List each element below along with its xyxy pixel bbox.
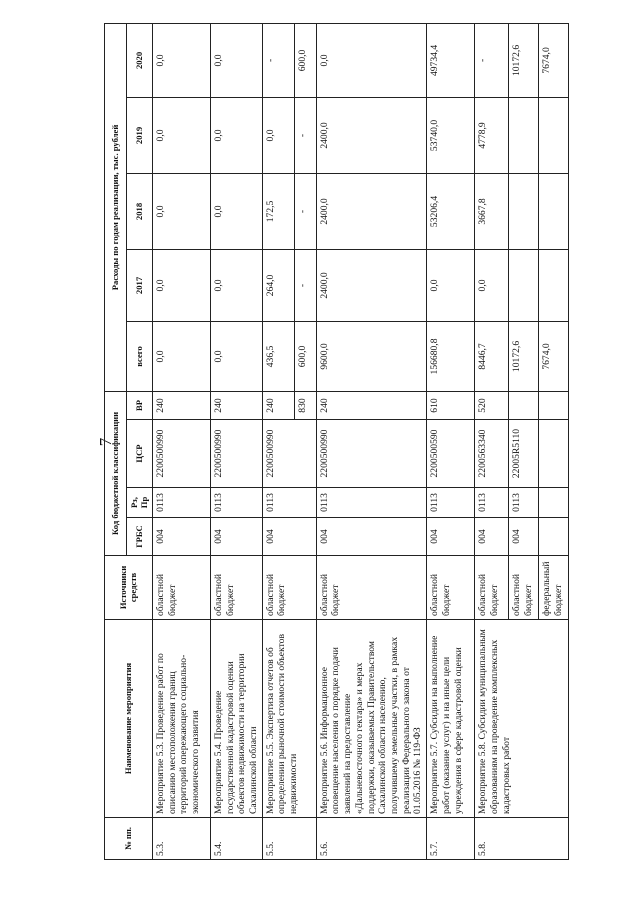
table-row	[427, 23, 475, 859]
row-vr	[509, 391, 539, 419]
row-grbs: 004	[427, 518, 475, 556]
header-expenses: Расходы по годам реализации, тыс. рублей	[105, 23, 127, 391]
row-csr	[539, 420, 569, 488]
header-2019: 2019	[127, 97, 153, 173]
row-name: Мероприятие 5.5. Экспертиза отчетов об определении рыночной стоимости объектов недвижимости	[262, 620, 316, 818]
row-2020: 10172,6	[509, 23, 539, 97]
row-2020: 0,0	[152, 23, 210, 97]
row-rzpr: 0113	[427, 488, 475, 518]
row-name: Мероприятие 5.4. Проведение государственной кадастровой оценки объектов недвижимости на территории Сахалинской области	[210, 620, 262, 818]
table-row	[152, 23, 210, 859]
row-rzpr: 0113	[509, 488, 539, 518]
row-grbs	[539, 518, 569, 556]
header-rzpr: Рз, Пр	[127, 488, 153, 518]
budget-table-sheet	[104, 24, 564, 860]
table-row	[262, 23, 294, 859]
header-name: Наименование мероприятия	[105, 620, 153, 818]
row-total: 600,0	[294, 321, 316, 391]
row-grbs: 004	[475, 518, 509, 556]
row-name: Мероприятие 5.6. Информационное оповещение населения о порядке подачи заявлений на предоставление «Дальневосточного гектара» и мерах поддержки, оказываемых Правительством Сахалинской области населению, получившему земельные участки, в рамках реализации Федерального закона от 01.05.2016 № 119-ФЗ	[316, 620, 426, 818]
row-2020: 0,0	[316, 23, 426, 97]
row-source: областной бюджет	[316, 556, 426, 620]
header-total: всего	[127, 321, 153, 391]
row-grbs: 004	[509, 518, 539, 556]
row-total: 9600,0	[316, 321, 426, 391]
row-2019	[509, 97, 539, 173]
row-num: 5.8.	[475, 818, 569, 860]
row-vr: 520	[475, 391, 509, 419]
row-2018: 2400,0	[316, 173, 426, 249]
row-2017: -	[294, 249, 316, 321]
row-2017: 0,0	[152, 249, 210, 321]
row-num: 5.7.	[427, 818, 475, 860]
row-num: 5.6.	[316, 818, 426, 860]
row-2020: -	[475, 23, 509, 97]
row-source: областной бюджет	[475, 556, 509, 620]
row-name: Мероприятие 5.3. Проведение работ по описанию местоположения границ территорий опережающего социально-экономического развития	[152, 620, 210, 818]
row-csr: 2200500990	[262, 420, 316, 488]
row-2020: 7674,0	[539, 23, 569, 97]
budget-table	[104, 23, 569, 860]
row-2017: 264,0	[262, 249, 294, 321]
table-row	[316, 23, 426, 859]
row-2018	[509, 173, 539, 249]
row-2017: 0,0	[210, 249, 262, 321]
row-2018: 0,0	[210, 173, 262, 249]
row-2020: 600,0	[294, 23, 316, 97]
header-grbs: ГРБС	[127, 518, 153, 556]
header-budget-code: Код бюджетной классификации	[105, 391, 127, 555]
row-grbs: 004	[210, 518, 262, 556]
row-vr: 240	[262, 391, 294, 419]
row-vr	[539, 391, 569, 419]
row-csr: 2200500590	[427, 420, 475, 488]
row-grbs: 004	[262, 518, 316, 556]
row-total: 436,5	[262, 321, 294, 391]
row-rzpr: 0113	[475, 488, 509, 518]
row-num: 5.3.	[152, 818, 210, 860]
row-source: федеральный бюджет	[539, 556, 569, 620]
row-total: 7674,0	[539, 321, 569, 391]
row-total: 156680,8	[427, 321, 475, 391]
row-rzpr: 0113	[152, 488, 210, 518]
row-source: областной бюджет	[509, 556, 539, 620]
header-num: № пп.	[105, 818, 153, 860]
row-rzpr	[539, 488, 569, 518]
row-grbs: 004	[316, 518, 426, 556]
row-2019: 0,0	[152, 97, 210, 173]
row-2020: 0,0	[210, 23, 262, 97]
row-vr: 240	[316, 391, 426, 419]
row-2017: 2400,0	[316, 249, 426, 321]
row-2019: 2400,0	[316, 97, 426, 173]
header-2018: 2018	[127, 173, 153, 249]
row-2017	[509, 249, 539, 321]
row-2019: 0,0	[262, 97, 294, 173]
row-source: областной бюджет	[427, 556, 475, 620]
page-number: 7	[96, 437, 115, 447]
header-2017: 2017	[127, 249, 153, 321]
header-2020: 2020	[127, 23, 153, 97]
header-source: Источники средств	[105, 556, 153, 620]
row-2019: 0,0	[210, 97, 262, 173]
row-csr: 2200563340	[475, 420, 509, 488]
row-source: областной бюджет	[152, 556, 210, 620]
row-rzpr: 0113	[210, 488, 262, 518]
row-2018: 0,0	[152, 173, 210, 249]
row-2019: -	[294, 97, 316, 173]
row-2018: 172,5	[262, 173, 294, 249]
row-csr: 2200500990	[316, 420, 426, 488]
row-name: Мероприятие 5.7. Субсидии на выполнение работ (оказание услуг) и на иные цели учреждения в сфере кадастровой оценки	[427, 620, 475, 818]
table-row	[210, 23, 262, 859]
row-2019	[539, 97, 569, 173]
header-csr: ЦСР	[127, 420, 153, 488]
row-2017: 0,0	[475, 249, 509, 321]
row-2018	[539, 173, 569, 249]
row-2018: 53206,4	[427, 173, 475, 249]
row-total: 0,0	[210, 321, 262, 391]
row-2019: 53740,0	[427, 97, 475, 173]
row-2019: 4778,9	[475, 97, 509, 173]
row-total: 0,0	[152, 321, 210, 391]
row-vr: 610	[427, 391, 475, 419]
row-csr: 22005R5110	[509, 420, 539, 488]
row-source: областной бюджет	[210, 556, 262, 620]
row-total: 8446,7	[475, 321, 509, 391]
row-vr: 240	[210, 391, 262, 419]
row-2018: -	[294, 173, 316, 249]
row-2018: 3667,8	[475, 173, 509, 249]
row-2017	[539, 249, 569, 321]
row-vr: 830	[294, 391, 316, 419]
row-rzpr: 0113	[316, 488, 426, 518]
row-vr: 240	[152, 391, 210, 419]
row-source: областной бюджет	[262, 556, 316, 620]
row-2017: 0,0	[427, 249, 475, 321]
row-grbs: 004	[152, 518, 210, 556]
table-row	[475, 23, 509, 859]
row-csr: 2200500990	[210, 420, 262, 488]
row-csr: 2200500990	[152, 420, 210, 488]
header-vr: ВР	[127, 391, 153, 419]
row-total: 10172,6	[509, 321, 539, 391]
row-2020: -	[262, 23, 294, 97]
row-name: Мероприятие 5.8. Субсидии муниципальным образованиям на проведение комплексных кадастровых работ	[475, 620, 569, 818]
row-2020: 49734,4	[427, 23, 475, 97]
row-num: 5.5.	[262, 818, 316, 860]
row-rzpr: 0113	[262, 488, 316, 518]
row-num: 5.4.	[210, 818, 262, 860]
